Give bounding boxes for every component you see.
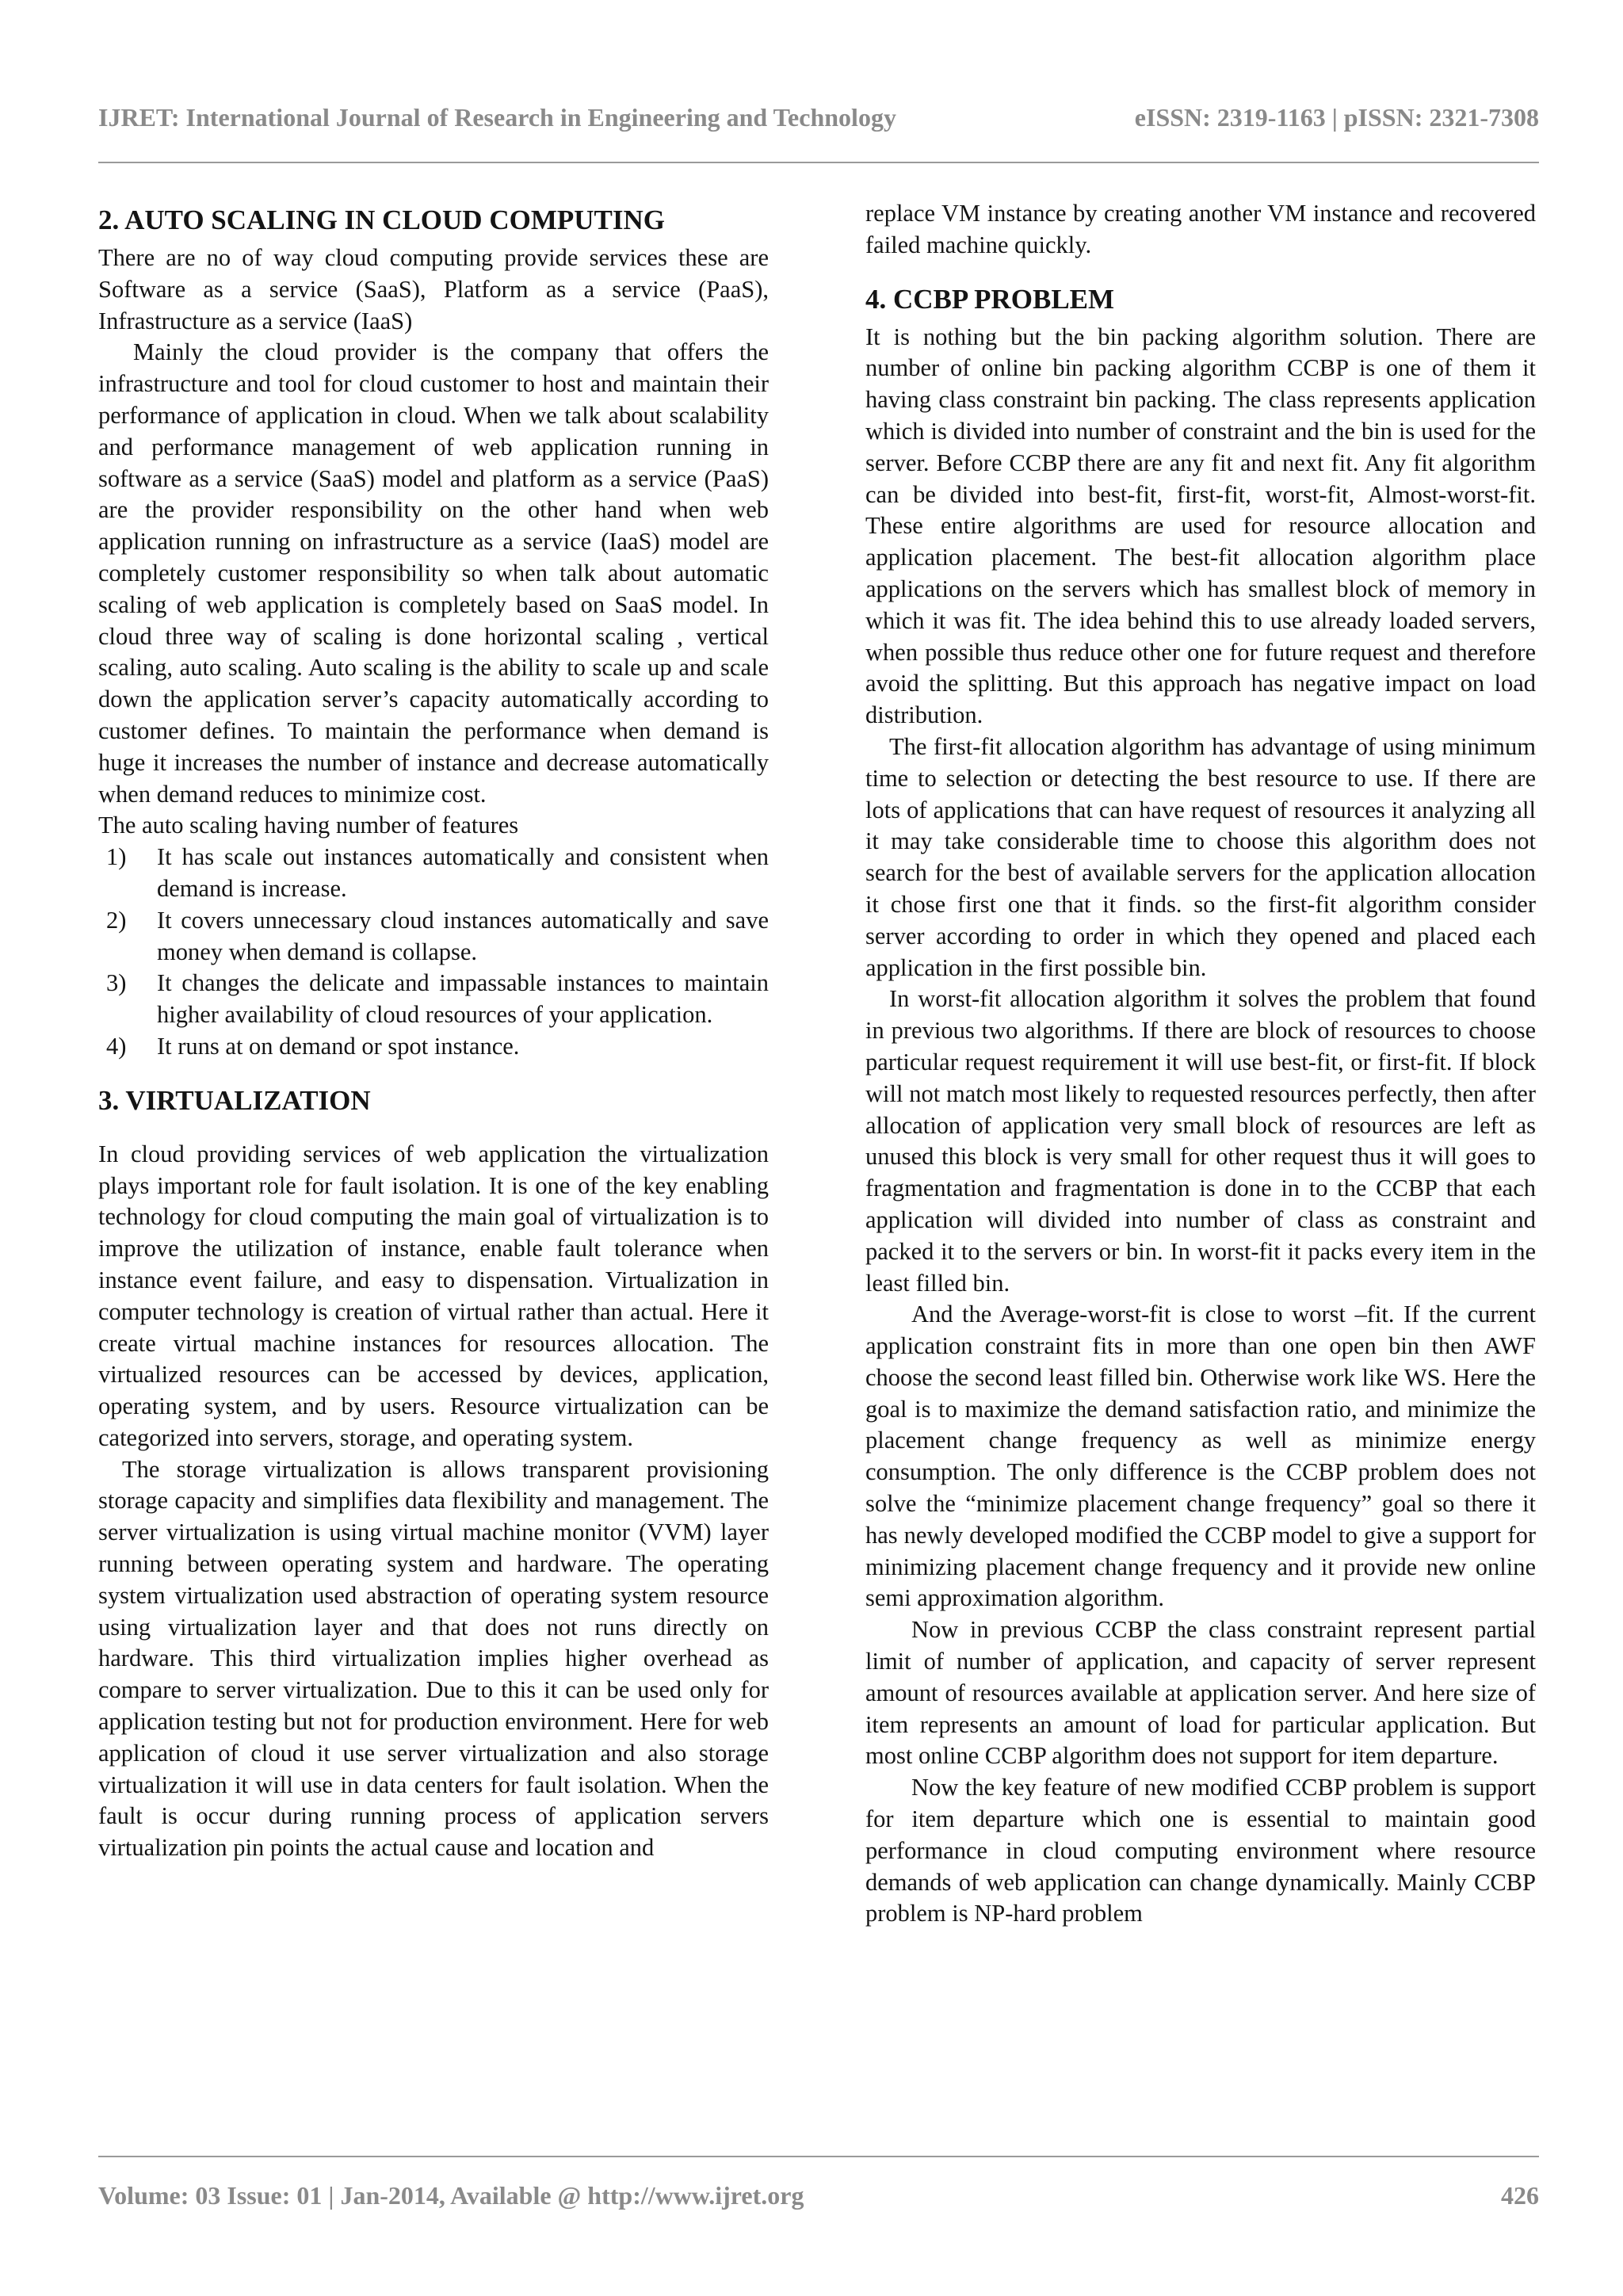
section-4-paragraph-6: Now the key feature of new modified CCBP problem is support for item departure which one is essential to maintain good performance in cloud computing environment where resource demands of web application can change dynamically. Mainly CCBP problem is NP-hard problem bbox=[865, 1774, 1536, 1927]
section-2-paragraph-1: There are no of way cloud computing provide services these are Software as a service (SaaS), Platform as a service (PaaS), Infrastructure as a service (IaaS) bbox=[98, 244, 769, 334]
list-text: It has scale out instances automatically and consistent when demand is increase. bbox=[157, 843, 769, 902]
journal-title: IJRET: International Journal of Research in Engineering and Technology bbox=[98, 102, 896, 132]
list-item bbox=[98, 905, 769, 968]
list-number: 3) bbox=[106, 969, 127, 997]
left-column bbox=[98, 198, 769, 1864]
page-number: 426 bbox=[1501, 2180, 1539, 2210]
volume-info: Volume: 03 Issue: 01 | Jan-2014, Available @ http://www.ijret.org bbox=[98, 2180, 804, 2210]
right-column bbox=[865, 198, 1536, 1930]
list-item bbox=[98, 1031, 769, 1063]
issn-info: eISSN: 2319-1163 | pISSN: 2321-7308 bbox=[1134, 102, 1539, 132]
list-number: 1) bbox=[106, 843, 127, 871]
section-4-paragraph-4: And the Average-worst-fit is close to worst –fit. If the current application constraint fits in more than one open bin then AWF choose the second least filled bin. Otherwise work like WS. Here the goal is to maximize the demand satisfaction ratio, and minimize the placement change frequency as well as minimize energy consumption. The only difference is the CCBP problem does not solve the “minimize placement change frequency” goal so there it has newly developed modified the CCBP model to give a support for minimizing placement change frequency and it provide new online semi approximation algorithm. bbox=[865, 1301, 1536, 1612]
section-3-paragraph-2: The storage virtualization is allows transparent provisioning storage capacity and simplifies data flexibility and management. The server virtualization is using virtual machine monitor (VVM) layer running between operating system and hardware. The operating system virtualization used abstraction of operating system resource using virtualization layer and that does not runs directly on hardware. This third virtualization implies higher overhead as compare to server virtualization. Due to this it can be used only for application testing but not for production environment. Here for web application of cloud it use server virtualization and also storage virtualization it will use in data centers for fault isolation. When the fault is occur during running process of application servers virtualization pin points the actual cause and location and bbox=[98, 1455, 769, 1862]
list-number: 2) bbox=[106, 906, 127, 934]
list-text: It runs at on demand or spot instance. bbox=[157, 1032, 520, 1060]
section-4-paragraph-1: It is nothing but the bin packing algorithm solution. There are number of online bin packing algorithm CCBP is one of them it having class constraint bin packing. The class represents application which is divided into number of constraint and the bin is used for the server. Before CCBP there are any fit and next fit. Any fit algorithm can be divided into best-fit, first-fit, worst-fit, Almost-worst-fit. These entire algorithms are used for resource allocation and application placement. The best-fit allocation algorithm place applications on the servers which has smallest block of memory in which it was fit. The idea behind this to use already loaded servers, when possible thus reduce other one for future request and therefore avoid the splitting. But this approach has negative impact on load distribution. bbox=[865, 323, 1536, 729]
page-footer bbox=[98, 2176, 1539, 2214]
list-text: It covers unnecessary cloud instances automatically and save money when demand is collapse. bbox=[157, 906, 769, 965]
section-4-paragraph-3: In worst-fit allocation algorithm it solves the problem that found in previous two algorithms. If there are block of resources to choose particular request requirement it will use best-fit, or first-fit. If block will not match most likely to requested resources perfectly, then after allocation of application very small block of resources are left as unused this block is very small for other request thus it will goes to fragmentation and fragmentation is done in to the CCBP that each application will divided into number of class as constraint and packed it to the servers or bin. In worst-fit it packs every item in the least filled bin. bbox=[865, 985, 1536, 1297]
features-list bbox=[98, 842, 769, 1063]
section-4-heading: 4. CCBP PROBLEM bbox=[865, 283, 1115, 315]
footer-divider bbox=[98, 2156, 1539, 2157]
section-2-heading: 2. AUTO SCALING IN CLOUD COMPUTING bbox=[98, 204, 665, 235]
page-header bbox=[98, 98, 1539, 136]
features-intro: The auto scaling having number of features bbox=[98, 812, 519, 839]
continued-paragraph: replace VM instance by creating another VM instance and recovered failed machine quickly. bbox=[865, 200, 1536, 258]
section-2-paragraph-2: Mainly the cloud provider is the company that offers the infrastructure and tool for cloud customer to host and maintain their performance of application in cloud. When we talk about scalability and performance management of web application running in software as a service (SaaS) model and platform as a service (PaaS) are the provider responsibility on the other hand when web application running on infrastructure as a service (IaaS) model are completely customer responsibility so when talk about automatic scaling of web application is completely based on SaaS model. In cloud three way of scaling is done horizontal scaling , vertical scaling, auto scaling. Auto scaling is the ability to scale up and scale down the application server’s capacity automatically according to customer defines. To maintain the performance when demand is huge it increases the number of instance and decrease automatically when demand reduces to minimize cost. bbox=[98, 338, 769, 808]
list-text: It changes the delicate and impassable instances to maintain higher availability of cloud resources of your application. bbox=[157, 969, 769, 1029]
section-4-paragraph-5: Now in previous CCBP the class constraint represent partial limit of number of application, and capacity of server represent amount of resources available at application server. And here size of item represents an amount of load for particular application. But most online CCBP algorithm does not support for item departure. bbox=[865, 1616, 1536, 1770]
list-number: 4) bbox=[106, 1032, 127, 1060]
section-3-paragraph-1: In cloud providing services of web application the virtualization plays important role for fault isolation. It is one of the key enabling technology for cloud computing the main goal of virtualization is to improve the utilization of instance, enable fault tolerance when instance event failure, and easy to dispensation. Virtualization in computer technology is creation of virtual rather than actual. Here it create virtual machine instances for resources allocation. The virtualized resources can be accessed by devices, application, operating system, and by users. Resource virtualization can be categorized into servers, storage, and operating system. bbox=[98, 1140, 769, 1451]
section-3-heading: 3. VIRTUALIZATION bbox=[98, 1084, 371, 1116]
list-item bbox=[98, 842, 769, 905]
section-4-paragraph-2: The first-fit allocation algorithm has advantage of using minimum time to selection or detecting the best resource to use. If there are lots of applications that can have request of resources it analyzing all it may take considerable time to choose this algorithm does not search for the best of available servers for the application allocation it chose first one that it finds. so the first-fit algorithm consider server according to order in which they opened and placed each application in the first possible bin. bbox=[865, 732, 1536, 981]
list-item bbox=[98, 968, 769, 1031]
header-divider bbox=[98, 162, 1539, 163]
